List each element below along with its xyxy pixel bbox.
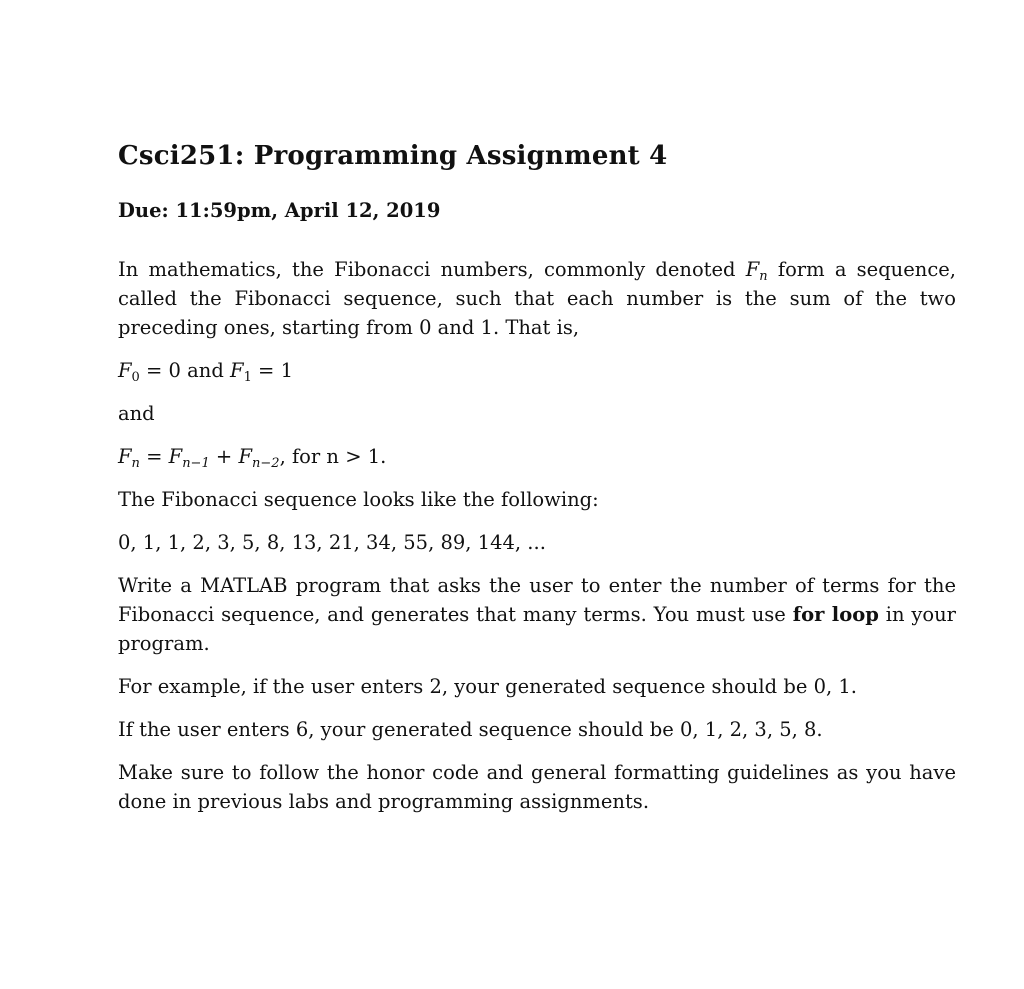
intro-paragraph: In mathematics, the Fibonacci numbers, commonly denoted $F_n$ form a sequence, called the Fibonacci sequence, such that each number is the sum of the two preceding ones, starting from 0 and 1. That is,: [118, 258, 956, 339]
base-cases-equation: $F_0 = 0$ and $F_1 = 1$: [118, 359, 293, 385]
task-paragraph: Write a MATLAB program that asks the user to enter the number of terms for the Fibonacci sequence, and generates that many terms. You must use for loop in your program.: [118, 574, 956, 655]
due-date: Due: 11:59pm, April 12, 2019: [118, 199, 441, 222]
for-loop-emphasis: for loop: [792, 603, 879, 626]
example-paragraph-2: If the user enters 6, your generated sequence should be 0, 1, 2, 3, 5, 8.: [118, 718, 823, 741]
and-text: and: [118, 402, 155, 425]
sequence-intro: The Fibonacci sequence looks like the following:: [118, 488, 599, 511]
math-var: F: [745, 258, 760, 281]
recurrence-equation: $F_n = F_{n-1} + F_{n-2}$, for n > 1.: [118, 445, 387, 471]
fibonacci-sequence: 0, 1, 1, 2, 3, 5, 8, 13, 21, 34, 55, 89, 144, ...: [118, 531, 546, 554]
example-paragraph-1: For example, if the user enters 2, your generated sequence should be 0, 1.: [118, 675, 857, 698]
assignment-title: Csci251: Programming Assignment 4: [118, 141, 668, 171]
document-page: [118, 138, 956, 830]
closing-paragraph: Make sure to follow the honor code and general formatting guidelines as you have done in previous labs and programming assignments.: [118, 761, 956, 813]
